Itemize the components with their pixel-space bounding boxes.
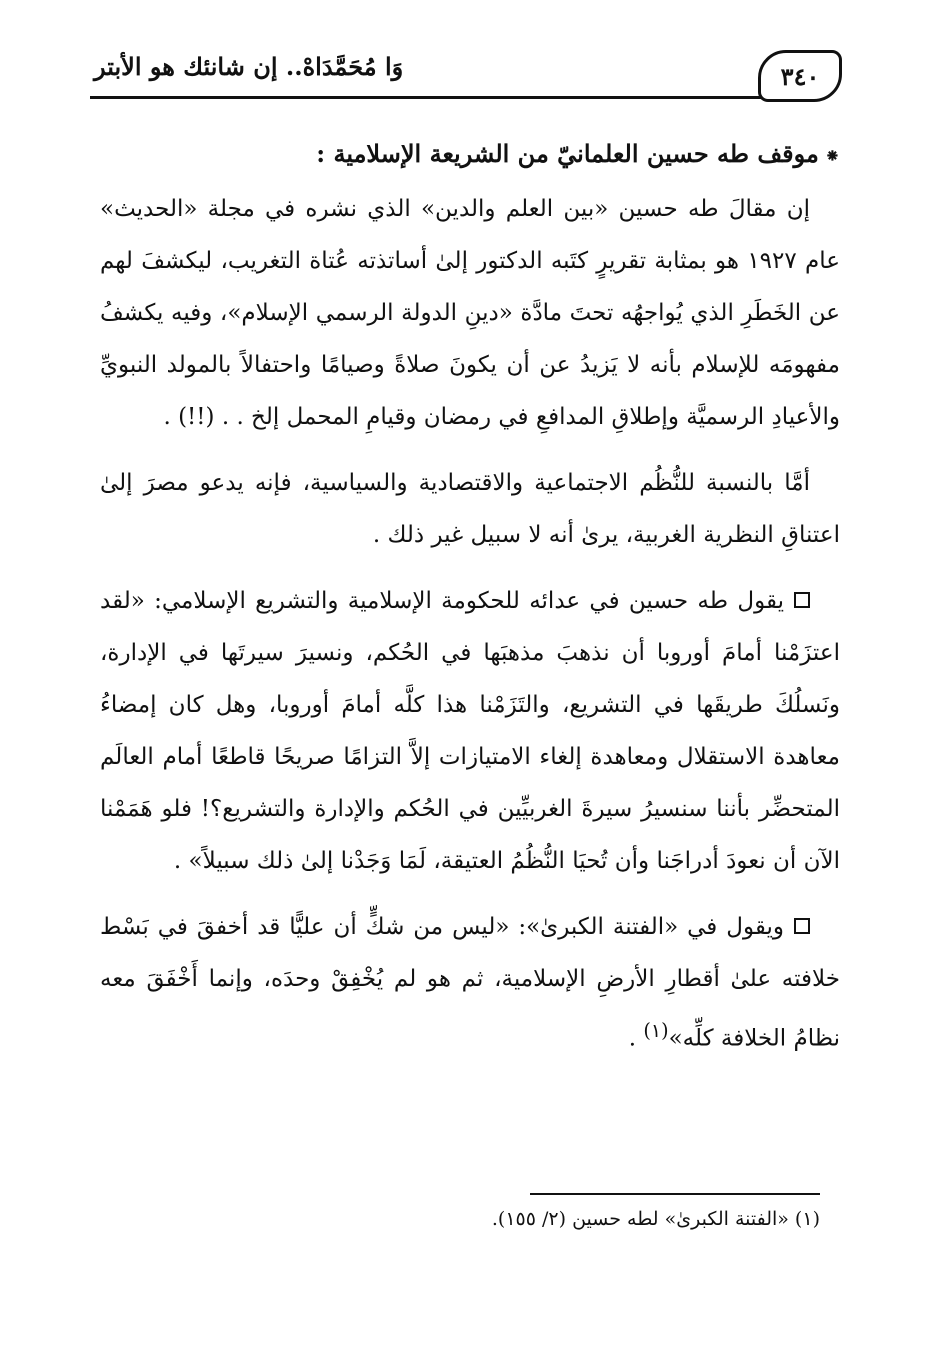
main-text xyxy=(100,128,840,1079)
quote-text: يقول طه حسين في عدائه للحكومة الإسلامية والتشريع الإسلامي: «لقد اعتزَمْنا أمامَ أوروبا أن نذهبَ مذهبَها في الحُكم، ونسيرَ سيرتَها في الإدارة، ونَسلُكَ طريقَها في التشريع، والتَزَمْنا هذا كلَّه أمامَ أوروبا، وهل كان إمضاءُ معاهدة الاستقلال ومعاهدة إلغاء الامتيازات إلاَّ التزامًا صريحًا قاطعًا أمام العالَم المتحضِّر بأننا سنسيرُ سيرةَ الغربيِّين في الحُكم والإدارة والتشريع؟! فلو هَمَمْنا الآن أن نعودَ أدراجَنا وأن تُحيَا النُّظُمُ العتيقة، لَمَا وَجَدْنا إلىٰ ذلك سبيلاً» . xyxy=(100,588,840,874)
page-number: ٣٤٠ xyxy=(758,50,842,102)
square-bullet-icon xyxy=(794,592,810,608)
paragraph: إن مقالَ طه حسين «بين العلم والدين» الذي نشره في مجلة «الحديث» عام ١٩٢٧ هو بمثابة تقريرٍ كتَبه الدكتور إلىٰ أساتذته عُتاة التغريب، ليكشفَ لهم عن الخَطَرِ الذي يُواجهُه تحتَ مادَّة «دينِ الدولة الرسمي الإسلام»، وفيه يكشفُ مفهومَه للإسلام بأنه لا يَزيدُ عن أن يكونَ صلاةً وصيامًا واحتفالاً بالمولد النبويِّ والأعيادِ الرسميَّة وإطلاقِ المدافعِ في رمضان وقيامِ المحمل إلخ . . (!!) . xyxy=(100,196,840,430)
footnote: (١) «الفتنة الكبرىٰ» لطه حسين (٢/ ١٥٥). xyxy=(491,1208,820,1230)
asterisk-icon: ⁕ xyxy=(824,146,840,167)
running-title: وَا مُحَمَّدَاهْ.. إن شانئك هو الأبتر xyxy=(94,52,404,81)
paragraph: أمَّا بالنسبة للنُّظُم الاجتماعية والاقتصادية والسياسية، فإنه يدعو مصرَ إلىٰ اعتناقِ النظرية الغربية، يرىٰ أنه لا سبيل غير ذلك . xyxy=(100,470,840,548)
footnote-reference: (١) xyxy=(643,1019,669,1042)
page-header xyxy=(90,46,842,106)
section-heading-text: موقف طه حسين العلمانيّ من الشريعة الإسلامية : xyxy=(316,139,819,168)
footnote-separator xyxy=(530,1193,820,1195)
footnotes xyxy=(100,1204,820,1234)
section-heading xyxy=(100,132,840,179)
quote-text: ويقول في «الفتنة الكبرىٰ»: «ليس من شكٍّ أن عليًّا قد أخفقَ في بَسْط خلافته علىٰ أقطارِ الأرضِ الإسلامية، ثم هو لم يُخْفِقْ وحدَه، وإنما أَخْفَقَ معه نظامُ الخلافة كلِّه» xyxy=(100,914,840,1052)
quote-paragraph: ويقول في «الفتنة الكبرىٰ»: «ليس من شكٍّ أن عليًّا قد أخفقَ في بَسْط خلافته علىٰ أقطارِ الأرضِ الإسلامية، ثم هو لم يُخْفِقْ وحدَه، وإنما أَخْفَقَ معه نظامُ الخلافة كلِّه»$^{(١)}$ . xyxy=(100,914,840,1052)
header-rule xyxy=(90,96,762,99)
square-bullet-icon xyxy=(794,918,810,934)
quote-paragraph xyxy=(100,575,840,887)
